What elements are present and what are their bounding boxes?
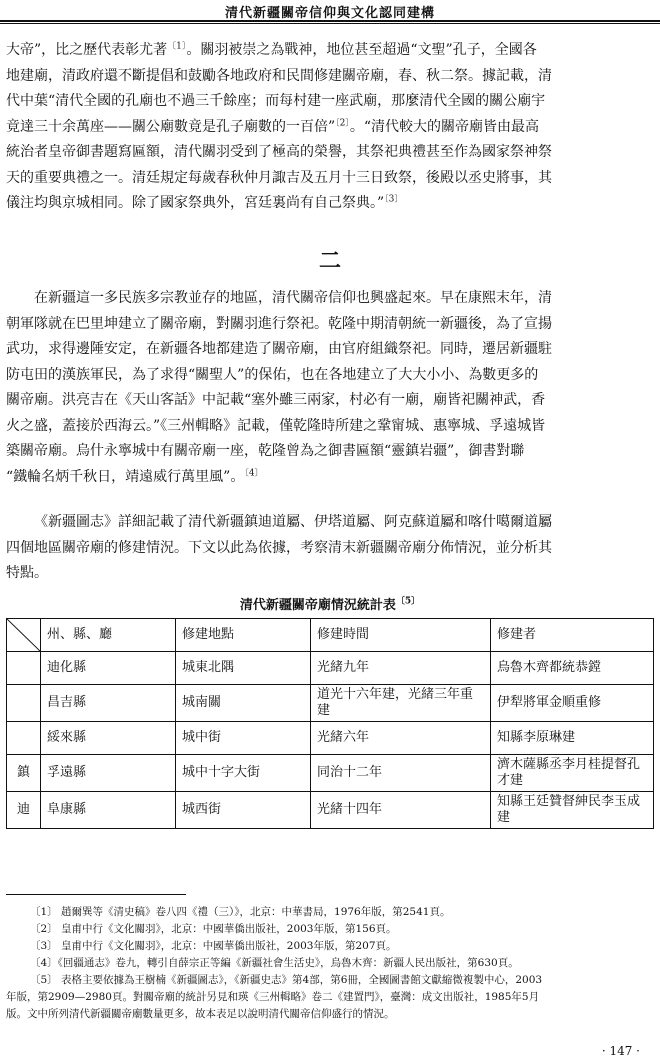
cell-county: 迪化縣	[41, 652, 176, 685]
footnote-ref-2[interactable]: 〔2〕	[335, 117, 350, 128]
footnotes	[6, 904, 654, 1023]
cell-builder: 烏魯木齊都統恭鏜	[491, 652, 654, 685]
table-row	[7, 685, 654, 722]
cell-county: 昌吉縣	[41, 685, 176, 722]
running-head-title: 清代新疆關帝信仰與文化認同建構	[224, 6, 435, 21]
cell-location: 城西街	[176, 792, 311, 829]
cell-county: 阜康縣	[41, 792, 176, 829]
table-row	[7, 722, 654, 755]
cell-builder: 伊犁將軍金順重修	[491, 685, 654, 722]
cell-side: 迪	[7, 792, 41, 829]
diagonal-line-icon	[7, 619, 40, 651]
text-line: 防屯田的漢族軍民，為了求得“關聖人”的保佑，也在各地建立了大大小小、為數更多的	[6, 366, 539, 383]
table-header-row	[7, 619, 654, 652]
cell-county: 綏來縣	[41, 722, 176, 755]
text-line: 《新疆圖志》詳細記載了清代新疆鎮迪道屬、伊塔道屬、阿克蘇道屬和喀什噶爾道屬	[34, 514, 552, 530]
footnote-ref-5[interactable]: 〔5〕	[395, 596, 421, 607]
paragraph-1	[6, 38, 654, 217]
cell-side	[7, 685, 41, 722]
footnote-ref-4[interactable]: 〔4〕	[244, 467, 264, 478]
footnote-3: 〔3〕 皇甫中行《文化關羽》，北京：中國華僑出版社，2003年版，第207頁。	[30, 940, 397, 952]
text-line: 竟達三十余萬座——關公廟數竟是孔子廟數的一百倍”$^{〔2〕}$。“清代較大的關帝廟皆由最高	[6, 117, 540, 135]
table-row	[7, 792, 654, 829]
table-row	[7, 755, 654, 792]
header-builder: 修建者	[491, 619, 654, 652]
cell-side	[7, 652, 41, 685]
text-line: 地建廟，清政府還不斷提倡和鼓勵各地政府和民間修建關帝廟，春、秋二祭。據記載，清	[6, 67, 552, 84]
cell-time: 光緒六年	[311, 722, 491, 755]
text-line: 築關帝廟。烏什永寧城中有關帝廟一座，乾隆曾為之御書匾額“靈鎮岩疆”，御書對聯	[6, 443, 525, 459]
text-line: 四個地區關帝廟的修建情況。下文以此為依據，考察清末新疆關帝廟分佈情況，並分析其	[6, 539, 552, 556]
cell-builder: 知縣王廷贊督紳民李玉成建	[491, 792, 654, 829]
cell-builder: 濟木薩縣丞李月桂提督孔才建	[491, 755, 654, 792]
cell-location: 城東北隅	[176, 652, 311, 685]
cell-location: 城中街	[176, 722, 311, 755]
page-number: · 147 ·	[601, 1044, 640, 1058]
table-caption: 清代新疆關帝廟情況統計表$^{〔5〕}$	[239, 596, 421, 613]
text-line: 儀注均與京城相同。除了國家祭典外，宮廷裏尚有自己祭典。”$^{〔3〕}$	[6, 194, 404, 211]
cell-county: 孚遠縣	[41, 755, 176, 792]
section-number: 二	[318, 248, 341, 274]
footnote-1: 〔1〕 趙爾巽等《清史稿》卷八四《禮（三）》，北京：中華書局，1976年版，第2541頁。	[30, 906, 451, 918]
footnote-ref-1[interactable]: 〔1〕	[167, 41, 187, 52]
cell-time: 道光十六年建，光緒三年重建	[311, 685, 491, 722]
header-county: 州、縣、廳	[41, 619, 176, 652]
cell-time: 光緒十四年	[311, 792, 491, 829]
cell-location: 城中十字大街	[176, 755, 311, 792]
temple-stats-table	[6, 618, 654, 829]
cell-side	[7, 722, 41, 755]
paragraph-2	[6, 286, 654, 490]
text-line: 大帝”，比之歷代表彰尤著$^{〔1〕}$。關羽被崇之為戰神，地位甚至超過“文聖”孔子，全國各	[6, 41, 537, 58]
paragraph-3	[6, 510, 654, 587]
footnote-2: 〔2〕 皇甫中行《文化關羽》，北京：中國華僑出版社，2003年版，第156頁。	[30, 923, 397, 935]
text-line: “鐵輪名炳千秋日，靖遠威行萬里風”。$^{〔4〕}$	[6, 467, 264, 485]
text-line: 關帝廟。洪亮吉在《天山客話》中記載“塞外雖三兩家，村必有一廟，廟皆祀關神武，香	[6, 392, 546, 408]
diagonal-header-cell	[7, 619, 41, 652]
text-line: 火之盛，蓋接於西海云。”《三州輯略》記載，僅乾隆時所建之鞏甯城、惠寧城、孚遠城皆	[6, 417, 546, 434]
text-line: 統治者皇帝御書題寫匾額，清代關羽受到了極高的榮譽，其祭祀典禮甚至作為國家祭神祭	[6, 144, 552, 160]
footnote-4: 〔4〕《回疆通志》卷九，轉引自薛宗正等編《新疆社會生活史》，烏魯木齊：新疆人民出版社，第630頁。	[30, 957, 519, 969]
cell-side: 鎮	[7, 755, 41, 792]
text-line: 武功，求得邊陲安定，在新疆各地都建造了關帝廟，由官府組織祭祀。同時，遷居新疆駐	[6, 341, 552, 357]
cell-builder: 知縣李原琳建	[491, 722, 654, 755]
header-time: 修建時間	[311, 619, 491, 652]
cell-time: 同治十二年	[311, 755, 491, 792]
cell-time: 光緒九年	[311, 652, 491, 685]
table-row	[7, 652, 654, 685]
header-rule-thin	[0, 23, 660, 24]
header-location: 修建地點	[176, 619, 311, 652]
text-line: 在新疆這一多民族多宗教並存的地區，清代關帝信仰也興盛起來。早在康熙末年，清	[34, 290, 552, 306]
footnote-5-cont: 版。文中所列清代新疆關帝廟數量更多，故本表足以說明清代關帝信仰盛行的情況。	[6, 1008, 395, 1020]
text-line: 朝軍隊就在巴里坤建立了關帝廟，對關羽進行祭祀。乾隆中期清朝統一新疆後，為了宣揚	[6, 315, 552, 332]
running-head	[0, 0, 660, 24]
footnote-5: 〔5〕 表格主要依據為王樹楠《新疆圖志》，《新疆史志》第4部，第6冊，全國圖書館文獻縮微複製中心，2003	[30, 974, 543, 986]
footnote-5-cont: 年版，第2909—2980頁。對關帝廟的統計另見和瑛《三州輯略》卷二《建置門》，臺灣：成文出版社，1985年5月	[6, 991, 540, 1003]
text-line: 天的重要典禮之一。清廷規定每歲春秋仲月諏吉及五月十三日致祭，後殿以丞史將事，其	[6, 169, 552, 186]
text-line: 代中葉“清代全國的孔廟也不過三千餘座；而每村建一座武廟，那麼清代全國的關公廟宇	[6, 93, 546, 109]
footnote-rule	[6, 894, 186, 895]
footnote-ref-3[interactable]: 〔3〕	[384, 194, 404, 205]
text-line: 特點。	[6, 565, 48, 581]
cell-location: 城南關	[176, 685, 311, 722]
header-rule-thick	[0, 20, 660, 22]
